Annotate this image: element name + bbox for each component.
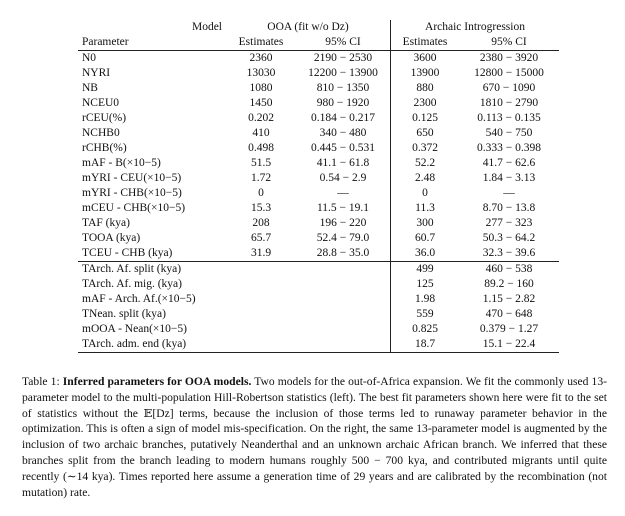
archaic-ci-cell: 89.2 − 160	[484, 278, 534, 290]
empty-cell	[226, 292, 296, 307]
table-row	[78, 246, 559, 262]
parameter-cell: TCEU - CHB (kya)	[82, 247, 173, 259]
table-row	[78, 66, 559, 81]
archaic-ci-cell: 460 − 538	[459, 262, 559, 278]
archaic-estimate-cell: 300	[391, 216, 460, 231]
ooa-ci-cell: 41.1 − 61.8	[316, 157, 370, 169]
ooa-estimate-cell: 31.9	[250, 247, 272, 259]
archaic-ci-cell: 1810 − 2790	[479, 97, 539, 109]
empty-cell	[226, 307, 296, 322]
archaic-header: Archaic Introgression	[391, 20, 560, 35]
table-row	[78, 307, 559, 322]
table-row	[78, 96, 559, 111]
archaic-parameters-body	[78, 262, 559, 353]
archaic-estimate-cell: 125	[391, 277, 460, 292]
archaic-ci-cell: 0.379 − 1.27	[479, 323, 539, 335]
parameter-cell: TArch. Af. mig. (kya)	[82, 278, 182, 290]
table-row	[78, 262, 559, 278]
parameter-cell: mOOA - Nean(×10−5)	[82, 323, 187, 335]
archaic-estimate-cell: 0.125	[391, 111, 460, 126]
ooa-estimate-cell: 208	[252, 217, 270, 229]
ooa-estimate-cell: 0.498	[248, 142, 274, 154]
archaic-ci-cell: 1.84 − 3.13	[482, 172, 536, 184]
archaic-estimate-cell: 1.98	[391, 292, 460, 307]
archaic-estimate-cell: 2300	[391, 96, 460, 111]
archaic-ci-cell: 540 − 750	[485, 127, 533, 139]
caption-title: Inferred parameters for OOA models.	[62, 375, 252, 388]
archaic-estimate-cell: 18.7	[391, 337, 460, 353]
ooa-estimate-cell: 13030	[246, 67, 276, 79]
parameter-cell: TOOA (kya)	[82, 232, 141, 244]
table-row	[78, 231, 559, 246]
parameter-cell: TAF (kya)	[82, 217, 130, 229]
archaic-estimate-cell: 880	[391, 81, 460, 96]
model-header: Model	[191, 21, 222, 33]
ooa-ci-cell: 28.8 − 35.0	[316, 247, 370, 259]
empty-cell	[226, 337, 296, 353]
table-row	[78, 126, 559, 141]
table-row	[78, 322, 559, 337]
ooa-estimate-cell: 410	[252, 127, 270, 139]
parameter-cell: NB	[82, 82, 98, 94]
parameter-cell: mAF - Arch. Af.(×10−5)	[82, 293, 196, 305]
caption-label: Table 1:	[22, 375, 60, 388]
archaic-estimate-cell: 2.48	[391, 171, 460, 186]
parameter-cell: TArch. Af. split (kya)	[78, 262, 226, 278]
empty-cell	[296, 322, 391, 337]
archaic-ci-cell: 50.3 − 64.2	[482, 232, 536, 244]
parameter-cell: mCEU - CHB(×10−5)	[82, 202, 186, 214]
parameter-cell: NCHB0	[82, 127, 120, 139]
ooa-header: OOA (fit w/o Dz)	[267, 21, 349, 33]
header-row-columns	[78, 35, 559, 51]
ooa-estimate-cell: 0	[258, 187, 264, 199]
ooa-estimate-cell: 15.3	[250, 202, 272, 214]
archaic-estimate-cell: 52.2	[391, 156, 460, 171]
parameter-cell: rCHB(%)	[82, 142, 127, 154]
table-row	[78, 51, 559, 67]
ooa-ci-cell: 0.445 − 0.531	[311, 142, 375, 154]
table-row	[78, 292, 559, 307]
parameter-cell: mAF - B(×10−5)	[82, 157, 161, 169]
archaic-ci-cell: 670 − 1090	[482, 82, 536, 94]
table-row	[78, 171, 559, 186]
parameter-cell: rCEU(%)	[82, 112, 127, 124]
ooa-estimate-cell: 1080	[249, 82, 273, 94]
table-row	[78, 201, 559, 216]
archaic-ci-cell: 12800 − 15000	[474, 67, 544, 79]
parameter-header: Parameter	[82, 36, 129, 48]
parameter-cell: NYRI	[82, 67, 111, 79]
archaic-ci-cell: —	[503, 187, 515, 199]
ooa-ci-cell: 0.54 − 2.9	[319, 172, 367, 184]
parameter-cell: mYRI - CEU(×10−5)	[82, 172, 182, 184]
archaic-estimate-cell: 559	[391, 307, 460, 322]
empty-cell	[296, 262, 391, 278]
archaic-estimate-cell: 11.3	[391, 201, 460, 216]
ooa-ci-header: 95% CI	[325, 36, 361, 48]
archaic-estimate-cell: 0.825	[391, 322, 460, 337]
ooa-estimate-cell: 1450	[249, 97, 273, 109]
parameter-cell: mYRI - CHB(×10−5)	[82, 187, 182, 199]
archaic-estimate-cell: 499	[391, 262, 460, 278]
archaic-estimate-cell: 13900	[391, 66, 460, 81]
header-row-model	[78, 20, 559, 35]
empty-cell	[296, 307, 391, 322]
ooa-ci-cell: 2190 − 2530	[296, 51, 391, 67]
parameters-table	[78, 20, 559, 353]
table-row	[78, 216, 559, 231]
ooa-estimate-cell: 65.7	[250, 232, 272, 244]
archaic-estimate-cell: 60.7	[391, 231, 460, 246]
archaic-ci-cell: 0.113 − 0.135	[477, 112, 541, 124]
archaic-ci-header: 95% CI	[491, 36, 527, 48]
ooa-ci-cell: 12200 − 13900	[308, 67, 378, 79]
ooa-estimates-header: Estimates	[238, 36, 284, 48]
table-row	[78, 186, 559, 201]
archaic-estimate-cell: 650	[391, 126, 460, 141]
archaic-ci-cell: 2380 − 3920	[459, 51, 559, 67]
archaic-estimate-cell: 3600	[391, 51, 460, 67]
table-row	[78, 141, 559, 156]
empty-cell	[296, 337, 391, 353]
archaic-estimate-cell: 36.0	[391, 246, 460, 262]
ooa-ci-cell: 340 − 480	[319, 127, 367, 139]
empty-cell	[296, 292, 391, 307]
main-parameters-body	[78, 51, 559, 262]
ooa-ci-cell: 52.4 − 79.0	[316, 232, 370, 244]
archaic-ci-cell: 8.70 − 13.8	[482, 202, 536, 214]
parameter-cell: NCEU0	[82, 97, 120, 109]
table-row	[78, 111, 559, 126]
table-row	[78, 81, 559, 96]
caption-body: Two models for the out-of-Africa expansion. We fit the commonly used 13-parameter model to the multi-population Hill-Robertson statistics (left). The best fit parameters shown here were fit to the set of statistics without the 𝔼[Dz] terms, because the inclusion of those terms led to runaway parameter behavior in the optimization. This is often a sign of model mis-specification. On the right, the same 13-parameter model is augmented by the inclusion of two archaic branches, putatively Neanderthal and an unknown archaic African branch. We inferred that these branches split from the branch leading to modern humans roughly 500 − 700 kya, and contributed migrants until quite recently (∼14 kya). Times reported here assume a generation time of 29 years and are calibrated by the recombination (not mutation) rate.	[22, 375, 607, 499]
archaic-estimates-header: Estimates	[391, 35, 460, 51]
table-row	[78, 337, 559, 353]
archaic-ci-cell: 32.3 − 39.6	[482, 247, 536, 259]
archaic-ci-cell: 0.333 − 0.398	[477, 142, 541, 154]
ooa-estimate-cell: 2360	[226, 51, 296, 67]
ooa-ci-cell: 0.184 − 0.217	[311, 112, 375, 124]
archaic-ci-cell: 41.7 − 62.6	[482, 157, 536, 169]
archaic-ci-cell: 15.1 − 22.4	[459, 337, 559, 353]
ooa-ci-cell: 810 − 1350	[316, 82, 370, 94]
ooa-ci-cell: —	[337, 187, 349, 199]
table-caption	[22, 374, 607, 500]
ooa-ci-cell: 980 − 1920	[316, 97, 370, 109]
archaic-ci-cell: 470 − 648	[485, 308, 533, 320]
archaic-ci-cell: 277 − 323	[485, 217, 533, 229]
empty-cell	[226, 277, 296, 292]
archaic-estimate-cell: 0.372	[391, 141, 460, 156]
empty-cell	[226, 322, 296, 337]
ooa-estimate-cell: 51.5	[250, 157, 272, 169]
empty-cell	[226, 262, 296, 278]
parameter-cell: N0	[78, 51, 226, 67]
ooa-ci-cell: 11.5 − 19.1	[316, 202, 370, 214]
ooa-estimate-cell: 1.72	[250, 172, 272, 184]
ooa-estimate-cell: 0.202	[248, 112, 274, 124]
table-row	[78, 156, 559, 171]
parameter-cell: TArch. adm. end (kya)	[78, 337, 226, 353]
empty-cell	[296, 277, 391, 292]
table-row	[78, 277, 559, 292]
archaic-ci-cell: 1.15 − 2.82	[482, 293, 536, 305]
ooa-ci-cell: 196 − 220	[319, 217, 367, 229]
parameter-cell: TNean. split (kya)	[82, 308, 166, 320]
archaic-estimate-cell: 0	[391, 186, 460, 201]
